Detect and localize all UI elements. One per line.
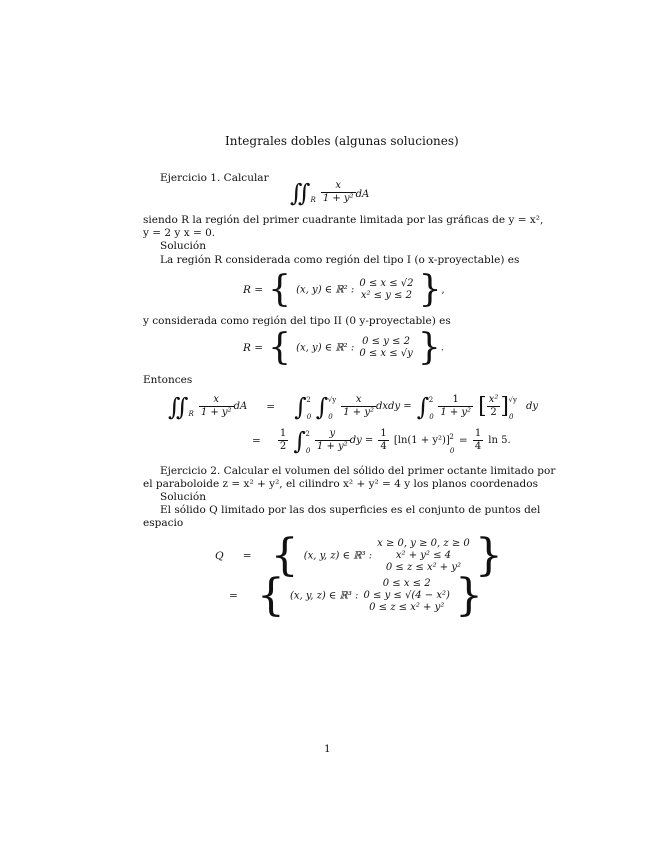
xyz-in-R3-2: (x, y, z) ∈ ℝ³ : <box>290 590 359 602</box>
Q-equals-1: = <box>242 550 252 562</box>
Q-right-brace-1: } <box>474 530 503 581</box>
xy-in-R2: (x, y) ∈ ℝ² : <box>296 284 355 296</box>
computation-line-2 <box>252 428 511 455</box>
R-equals: R = <box>243 284 264 296</box>
half-denominator: 2 <box>279 441 287 452</box>
integrand-numerator: x <box>321 180 356 193</box>
dxdy-equals: dxdy = <box>376 401 412 412</box>
x2-over-2 <box>487 394 501 419</box>
quarter-numerator: 1 <box>380 428 387 439</box>
Q-left-brace-2: { <box>256 570 285 621</box>
integrand-fraction-2 <box>199 394 234 419</box>
Q-symbol: Q <box>215 550 224 562</box>
exercise-2-line-1 <box>160 465 555 478</box>
type-2-text: y considerada como región del tipo II (0 y-proyectable) es <box>143 315 451 327</box>
y-denominator: 1 + y² <box>316 441 348 452</box>
x2-denominator: 2 <box>490 407 497 418</box>
x2-numerator: x² <box>488 394 499 405</box>
double-integral-sign-2: ∬ <box>168 392 189 421</box>
page-number: 1 <box>324 743 331 755</box>
dA-symbol: dA <box>355 189 370 200</box>
upper-limit-inner: √y <box>327 396 337 404</box>
exercise-2-line-2: el paraboloide z = x² + y², el cilindro x² + y² = 4 y los planos coordenados <box>143 478 538 490</box>
q2-cond-2: 0 ≤ y ≤ √(4 − x²) <box>363 590 450 601</box>
quarter-fraction <box>378 428 388 453</box>
exercise-2-text-1: Calcular el volumen del sólido del primer octante limitado por <box>223 465 556 477</box>
lower-limit-outer: 0 <box>306 413 312 421</box>
solucion-label-2: Solución <box>160 491 206 503</box>
integral-sign-outer: ∫ <box>294 392 307 421</box>
type-1-conditions <box>359 278 413 302</box>
y-fraction <box>315 428 350 453</box>
y-numerator: y <box>315 428 350 441</box>
integral-sign-inner: ∫ <box>315 392 329 421</box>
upper-limit-4: 2 <box>305 430 310 438</box>
q2-cond-3: 0 ≤ z ≤ x² + y² <box>369 602 445 613</box>
double-integral-sign: ∬ <box>290 178 311 207</box>
Q-left-brace-1: { <box>270 530 299 581</box>
dA-symbol-2: dA <box>233 401 248 412</box>
half-numerator: 1 <box>279 428 287 439</box>
one-over-fraction <box>438 394 473 419</box>
type-2-conditions <box>359 336 413 360</box>
lower-limit-4: 0 <box>305 447 311 455</box>
type-2-cond-1: 0 ≤ y ≤ 2 <box>362 336 410 347</box>
exercise-1-instruction: Calcular <box>223 172 269 184</box>
exercise-2-desc-2: espacio <box>143 517 184 529</box>
equals-1: = <box>266 400 276 413</box>
entonces-text: Entonces <box>143 374 193 386</box>
Q-right-brace-2: } <box>454 570 483 621</box>
type-1-cond-2: x² ≤ y ≤ 2 <box>360 290 412 301</box>
right-brace: } <box>418 269 442 310</box>
xyz-in-R3-1: (x, y, z) ∈ ℝ³ : <box>303 550 373 562</box>
ln-upper: 2 <box>449 433 454 441</box>
q1-cond-1: x ≥ 0, y ≥ 0, z ≥ 0 <box>377 538 470 549</box>
integrand-fraction <box>321 180 356 205</box>
ln-lower: 0 <box>449 447 455 455</box>
integral-sign-3: ∫ <box>416 392 430 421</box>
exercise-1-body-line-2: y = 2 y x = 0. <box>143 227 216 239</box>
region-subscript: R <box>310 196 316 204</box>
right-bracket: ] <box>500 394 510 419</box>
xy-in-R2-2: (x, y) ∈ ℝ² : <box>296 342 355 354</box>
quarter-denominator: 4 <box>380 441 387 452</box>
quarter-numerator-2: 1 <box>474 428 482 439</box>
dy-symbol: dy <box>526 401 539 412</box>
region-type-2 <box>243 327 444 368</box>
inner-fraction <box>341 394 376 419</box>
q1-cond-3: 0 ≤ z ≤ x² + y² <box>385 562 462 573</box>
region-type-1 <box>243 269 445 310</box>
q2-cond-1: 0 ≤ x ≤ 2 <box>382 578 431 589</box>
type-1-cond-1: 0 ≤ x ≤ √2 <box>359 278 414 289</box>
lower-limit-inner: 0 <box>328 413 333 421</box>
integrand-denominator-2: 1 + y² <box>200 407 232 418</box>
upper-limit-3: 2 <box>428 396 434 404</box>
q1-cond-2: x² + y² ≤ 4 <box>395 550 452 561</box>
inner-denominator: 1 + y² <box>343 407 375 418</box>
ln5: ln 5. <box>488 435 511 446</box>
exercise-2-desc-1: El sólido Q limitado por las dos superficies es el conjunto de puntos del <box>160 504 541 516</box>
left-brace: { <box>268 269 292 310</box>
Q-conditions-2 <box>363 578 449 614</box>
type-2-cond-2: 0 ≤ x ≤ √y <box>359 348 413 359</box>
exercise-1-label: Ejercicio 1. <box>160 172 221 184</box>
Q-set-line-1 <box>215 530 503 581</box>
Q-conditions-1 <box>377 538 470 574</box>
one-numerator: 1 <box>438 394 473 407</box>
R-equals-2: R = <box>243 342 264 354</box>
integrand-denominator: 1 + y² <box>322 193 354 204</box>
left-bracket: [ <box>478 394 487 419</box>
ln-bracket: [ln(1 + y²)] <box>393 435 450 446</box>
quarter-denominator-2: 4 <box>474 441 482 452</box>
integrand-numerator-2: x <box>199 394 234 407</box>
comma: , <box>441 284 445 296</box>
exercise-2-label: Ejercicio 2. <box>160 465 221 477</box>
period: . <box>440 342 444 354</box>
Q-set-line-2 <box>227 570 483 621</box>
inner-numerator: x <box>341 394 376 407</box>
equals-2: = <box>252 434 261 447</box>
equals-3: = <box>458 434 468 447</box>
upper-limit-outer: 2 <box>306 396 311 404</box>
exercise-1-heading <box>160 172 269 185</box>
dy-equals: dy = <box>349 435 374 446</box>
right-brace-2: } <box>417 327 441 368</box>
region-subscript-2: R <box>188 410 194 418</box>
one-denominator: 1 + y² <box>440 407 472 418</box>
Q-equals-2: = <box>229 590 238 602</box>
lower-limit-3: 0 <box>429 413 434 421</box>
quarter-fraction-2 <box>473 428 483 453</box>
exercise-1-body-line-1: siendo R la región del primer cuadrante limitada por las gráficas de y = x², <box>143 214 544 226</box>
type-1-text: La región R considerada como región del tipo I (o x-proyectable) es <box>160 254 520 266</box>
integral-sign-4: ∫ <box>293 426 306 455</box>
left-brace-2: { <box>268 327 292 368</box>
bracket-lower: 0 <box>509 413 514 421</box>
solucion-label-1: Solución <box>160 240 206 252</box>
document-title: Integrales dobles (algunas soluciones) <box>225 134 459 148</box>
half-fraction <box>278 428 288 453</box>
integral-1 <box>290 180 369 205</box>
bracket-upper: √y <box>508 396 517 404</box>
computation-line-1 <box>168 394 538 421</box>
